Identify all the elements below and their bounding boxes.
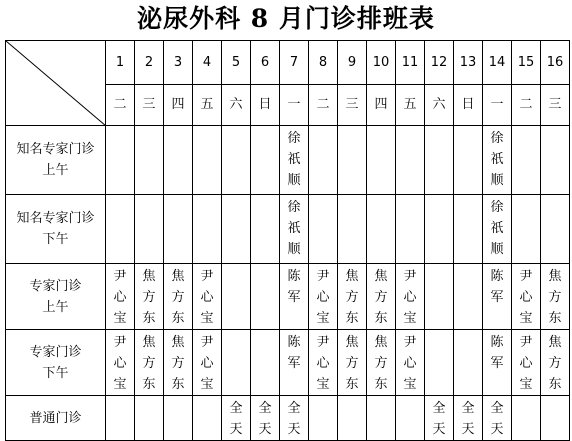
schedule-cell <box>193 396 222 441</box>
weekday-cell: 二 <box>512 85 541 126</box>
schedule-cell <box>541 396 570 441</box>
row-label-line: 上午 <box>42 163 69 178</box>
schedule-cell: 尹心宝 <box>396 264 425 330</box>
schedule-cell <box>309 126 338 195</box>
schedule-cell: 陈军 <box>280 330 309 396</box>
schedule-cell <box>251 330 280 396</box>
schedule-cell: 尹心宝 <box>309 330 338 396</box>
weekday-cell: 一 <box>280 85 309 126</box>
day-number-cell: 15 <box>512 41 541 85</box>
schedule-cell <box>135 195 164 264</box>
schedule-cell: 焦方东 <box>367 330 396 396</box>
day-number-cell: 3 <box>164 41 193 85</box>
schedule-cell <box>222 195 251 264</box>
schedule-cell <box>251 195 280 264</box>
schedule-cell: 徐祇顺 <box>280 195 309 264</box>
schedule-cell <box>512 195 541 264</box>
schedule-cell: 徐祇顺 <box>483 195 512 264</box>
day-number-cell: 11 <box>396 41 425 85</box>
schedule-cell <box>135 126 164 195</box>
schedule-cell <box>309 195 338 264</box>
schedule-cell <box>106 195 135 264</box>
schedule-cell <box>454 330 483 396</box>
weekday-cell: 三 <box>135 85 164 126</box>
schedule-cell: 焦方东 <box>164 264 193 330</box>
schedule-cell: 徐祇顺 <box>483 126 512 195</box>
weekday-cell: 二 <box>309 85 338 126</box>
weekday-cell: 五 <box>396 85 425 126</box>
schedule-cell <box>367 126 396 195</box>
schedule-cell <box>222 264 251 330</box>
schedule-cell: 陈军 <box>483 264 512 330</box>
weekday-cell: 日 <box>251 85 280 126</box>
day-number-cell: 14 <box>483 41 512 85</box>
schedule-cell: 尹心宝 <box>309 264 338 330</box>
schedule-cell: 全天 <box>251 396 280 441</box>
weekday-cell: 二 <box>106 85 135 126</box>
schedule-cell: 尹心宝 <box>193 330 222 396</box>
schedule-cell <box>338 396 367 441</box>
day-number-cell: 12 <box>425 41 454 85</box>
day-number-cell: 2 <box>135 41 164 85</box>
schedule-cell: 徐祇顺 <box>280 126 309 195</box>
schedule-cell <box>193 195 222 264</box>
schedule-cell <box>164 126 193 195</box>
day-number-cell: 13 <box>454 41 483 85</box>
row-label <box>6 330 106 396</box>
weekday-cell: 日 <box>454 85 483 126</box>
schedule-cell <box>454 264 483 330</box>
schedule-row <box>6 195 570 264</box>
schedule-cell <box>309 396 338 441</box>
schedule-cell <box>425 330 454 396</box>
schedule-cell <box>164 396 193 441</box>
schedule-cell <box>396 126 425 195</box>
weekday-cell: 三 <box>338 85 367 126</box>
schedule-cell: 尹心宝 <box>193 264 222 330</box>
schedule-cell <box>106 396 135 441</box>
day-number-cell: 10 <box>367 41 396 85</box>
schedule-cell <box>425 195 454 264</box>
row-label <box>6 195 106 264</box>
day-number-cell: 7 <box>280 41 309 85</box>
schedule-cell: 焦方东 <box>135 264 164 330</box>
schedule-cell <box>164 195 193 264</box>
row-label <box>6 126 106 195</box>
schedule-row <box>6 126 570 195</box>
row-label <box>6 264 106 330</box>
schedule-cell <box>512 126 541 195</box>
schedule-cell: 尹心宝 <box>396 330 425 396</box>
day-number-cell: 1 <box>106 41 135 85</box>
schedule-cell: 尹心宝 <box>106 330 135 396</box>
schedule-cell: 焦方东 <box>164 330 193 396</box>
schedule-cell <box>222 330 251 396</box>
day-number-cell: 5 <box>222 41 251 85</box>
schedule-cell: 全天 <box>280 396 309 441</box>
row-label-line: 普通门诊 <box>29 410 82 426</box>
schedule-cell: 焦方东 <box>541 330 570 396</box>
schedule-cell: 全天 <box>222 396 251 441</box>
row-label-line: 下午 <box>42 365 69 381</box>
weekday-cell: 四 <box>164 85 193 126</box>
schedule-row <box>6 330 570 396</box>
day-number-cell: 4 <box>193 41 222 85</box>
schedule-cell: 焦方东 <box>541 264 570 330</box>
schedule-table <box>5 40 570 441</box>
schedule-cell: 焦方东 <box>338 330 367 396</box>
schedule-cell: 陈军 <box>483 330 512 396</box>
weekday-cell: 五 <box>193 85 222 126</box>
corner-cell <box>6 41 106 126</box>
schedule-cell: 尹心宝 <box>106 264 135 330</box>
weekday-cell: 四 <box>367 85 396 126</box>
schedule-cell <box>251 126 280 195</box>
schedule-cell <box>454 126 483 195</box>
row-label-line: 专家门诊 <box>29 344 82 360</box>
schedule-row <box>6 396 570 441</box>
schedule-cell <box>367 396 396 441</box>
schedule-cell <box>425 264 454 330</box>
schedule-cell <box>338 126 367 195</box>
schedule-cell <box>222 126 251 195</box>
schedule-cell: 焦方东 <box>135 330 164 396</box>
weekday-cell: 六 <box>222 85 251 126</box>
schedule-cell: 焦方东 <box>367 264 396 330</box>
schedule-cell: 焦方东 <box>338 264 367 330</box>
weekday-cell: 六 <box>425 85 454 126</box>
schedule-cell: 全天 <box>454 396 483 441</box>
schedule-cell <box>338 195 367 264</box>
row-label-line: 专家门诊 <box>29 278 82 294</box>
schedule-cell <box>512 396 541 441</box>
day-number-cell: 16 <box>541 41 570 85</box>
page-title: 泌尿外科 8 月门诊排班表 <box>137 4 435 33</box>
schedule-cell: 全天 <box>483 396 512 441</box>
row-label-line: 知名专家门诊 <box>16 142 95 157</box>
day-number-cell: 8 <box>309 41 338 85</box>
day-number-cell: 6 <box>251 41 280 85</box>
schedule-cell <box>106 126 135 195</box>
schedule-cell <box>396 195 425 264</box>
corner-diagonal <box>6 41 106 126</box>
schedule-cell: 全天 <box>425 396 454 441</box>
schedule-cell <box>541 195 570 264</box>
schedule-cell <box>135 396 164 441</box>
schedule-cell <box>367 195 396 264</box>
schedule-cell: 尹心宝 <box>512 330 541 396</box>
schedule-cell: 尹心宝 <box>512 264 541 330</box>
row-label-line: 知名专家门诊 <box>16 211 95 226</box>
weekday-cell: 一 <box>483 85 512 126</box>
schedule-cell <box>425 126 454 195</box>
row-label-line: 下午 <box>42 232 69 247</box>
schedule-cell <box>396 396 425 441</box>
schedule-cell: 陈军 <box>280 264 309 330</box>
schedule-cell <box>193 126 222 195</box>
weekday-cell: 三 <box>541 85 570 126</box>
schedule-row <box>6 264 570 330</box>
row-label <box>6 396 106 441</box>
schedule-cell <box>251 264 280 330</box>
row-label-line: 上午 <box>42 299 69 315</box>
day-number-cell: 9 <box>338 41 367 85</box>
schedule-cell <box>541 126 570 195</box>
schedule-cell <box>454 195 483 264</box>
